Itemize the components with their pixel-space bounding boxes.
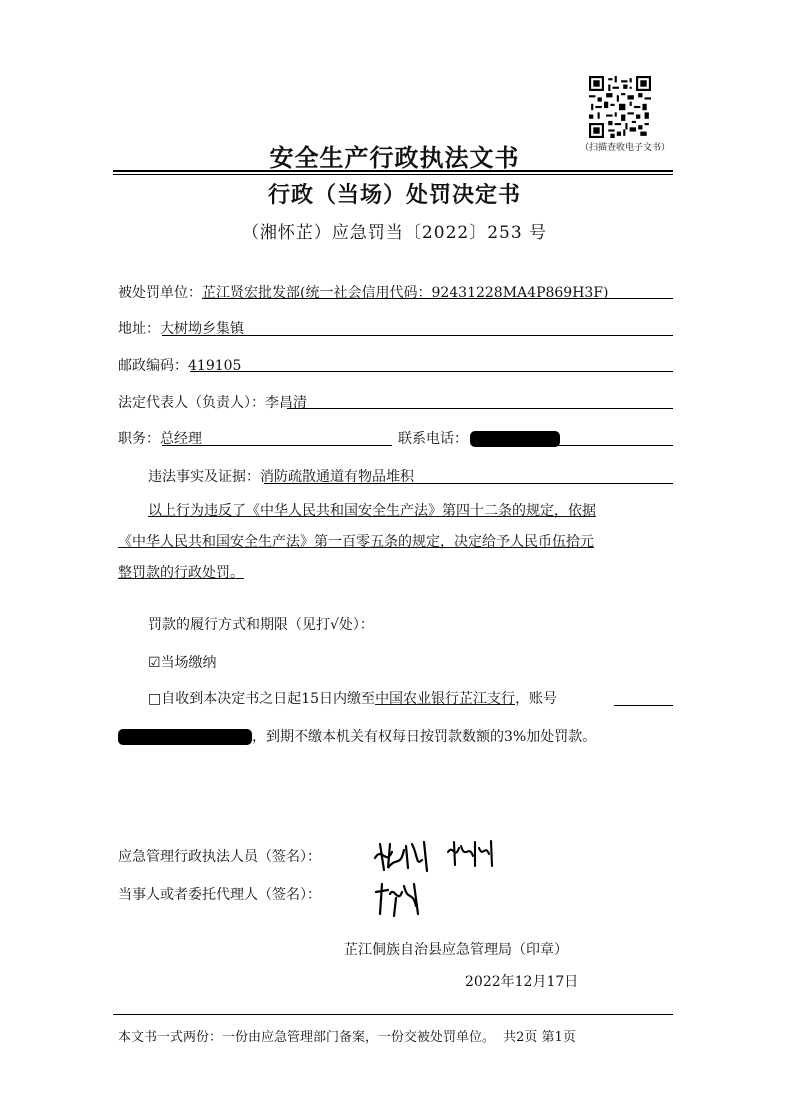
payment-option-onsite-label: 当场缴纳	[160, 655, 217, 671]
violation-line-3: 整罚款的行政处罚。	[118, 565, 244, 581]
payment-late-fee-note: ，到期不缴本机关有权每日按罚款数额的3%加处罚款。	[252, 729, 597, 745]
footer-divider	[113, 1014, 673, 1015]
officer-signature-2	[445, 838, 495, 870]
violation-line-1: 以上行为违反了《中华人民共和国安全生产法》第四十二条的规定，依据	[148, 503, 596, 519]
postal-label: 邮政编码：	[118, 358, 188, 374]
document-title: 行政（当场）处罚决定书	[267, 182, 521, 208]
facts-underline	[264, 483, 673, 484]
postal-row	[118, 355, 241, 375]
address-label: 地址：	[118, 321, 160, 337]
party-underline	[205, 298, 673, 299]
party-signature	[372, 880, 424, 920]
address-underline	[162, 335, 673, 336]
payment-option-bank-suffix: ，账号	[515, 691, 558, 707]
officer-signature-1	[372, 838, 434, 874]
unchecked-box-icon: □	[148, 691, 162, 707]
party-label: 被处罚单位：	[118, 285, 202, 301]
payment-heading: 罚款的履行方式和期限（见打√处）：	[148, 617, 374, 633]
payment-option-bank	[148, 688, 557, 708]
party-value: 芷江贤宏批发部	[202, 285, 300, 301]
account-underline	[614, 705, 673, 706]
position-value: 总经理	[160, 431, 202, 447]
payment-option-bank-prefix: 自收到本决定书之日起15日内缴至	[161, 691, 376, 707]
postal-value: 419105	[188, 358, 242, 374]
representative-label: 法定代表人（负责人）：	[118, 395, 265, 411]
payment-bank-name: 中国农业银行芷江支行	[375, 691, 516, 707]
officer-signature-label: 应急管理行政执法人员（签名）：	[118, 849, 321, 865]
facts-value: 消防疏散通道有物品堆积	[260, 469, 414, 485]
position-underline	[162, 445, 392, 446]
footer-note: 本文书一式两份：一份由应急管理部门备案，一份交被处罚单位。	[118, 1030, 496, 1045]
page-indicator: 共2页 第1页	[503, 1030, 576, 1045]
title-divider-bottom	[113, 174, 673, 175]
representative-underline	[287, 408, 673, 409]
agency-seal-label: 芷江侗族自治县应急管理局（印章）	[344, 942, 568, 958]
representative-row	[118, 392, 307, 412]
address-value: 大树坳乡集镇	[160, 321, 244, 337]
account-redaction	[118, 729, 252, 745]
title-divider-top	[113, 170, 673, 172]
qr-caption: （扫描查收电子文书）	[580, 143, 671, 153]
facts-label: 违法事实及证据：	[148, 469, 260, 485]
position-label: 职务：	[118, 431, 160, 447]
party-row	[118, 282, 609, 302]
violation-line-2: 《中华人民共和国安全生产法》第一百零五条的规定，决定给予人民币伍拾元	[118, 534, 594, 550]
party-credit-code: (统一社会信用代码：92431228MA4P869H3F)	[300, 285, 609, 301]
party-signature-label: 当事人或者委托代理人（签名）：	[118, 887, 321, 903]
checked-box-icon: ☑	[148, 655, 161, 671]
footer-note-row	[118, 1026, 576, 1045]
violation-paragraph	[118, 496, 678, 589]
document-category-title: 安全生产行政执法文书	[269, 143, 520, 172]
postal-underline	[190, 371, 673, 372]
representative-value: 李昌清	[265, 395, 307, 411]
qr-code-icon	[588, 76, 652, 138]
phone-underline	[472, 445, 673, 446]
document-number: （湘怀芷）应急罚当〔2022〕253 号	[241, 223, 548, 243]
payment-option-bank-line2	[118, 726, 596, 746]
phone-label: 联系电话：	[398, 431, 468, 447]
issue-date: 2022年12月17日	[465, 974, 579, 990]
payment-option-onsite	[148, 652, 217, 672]
